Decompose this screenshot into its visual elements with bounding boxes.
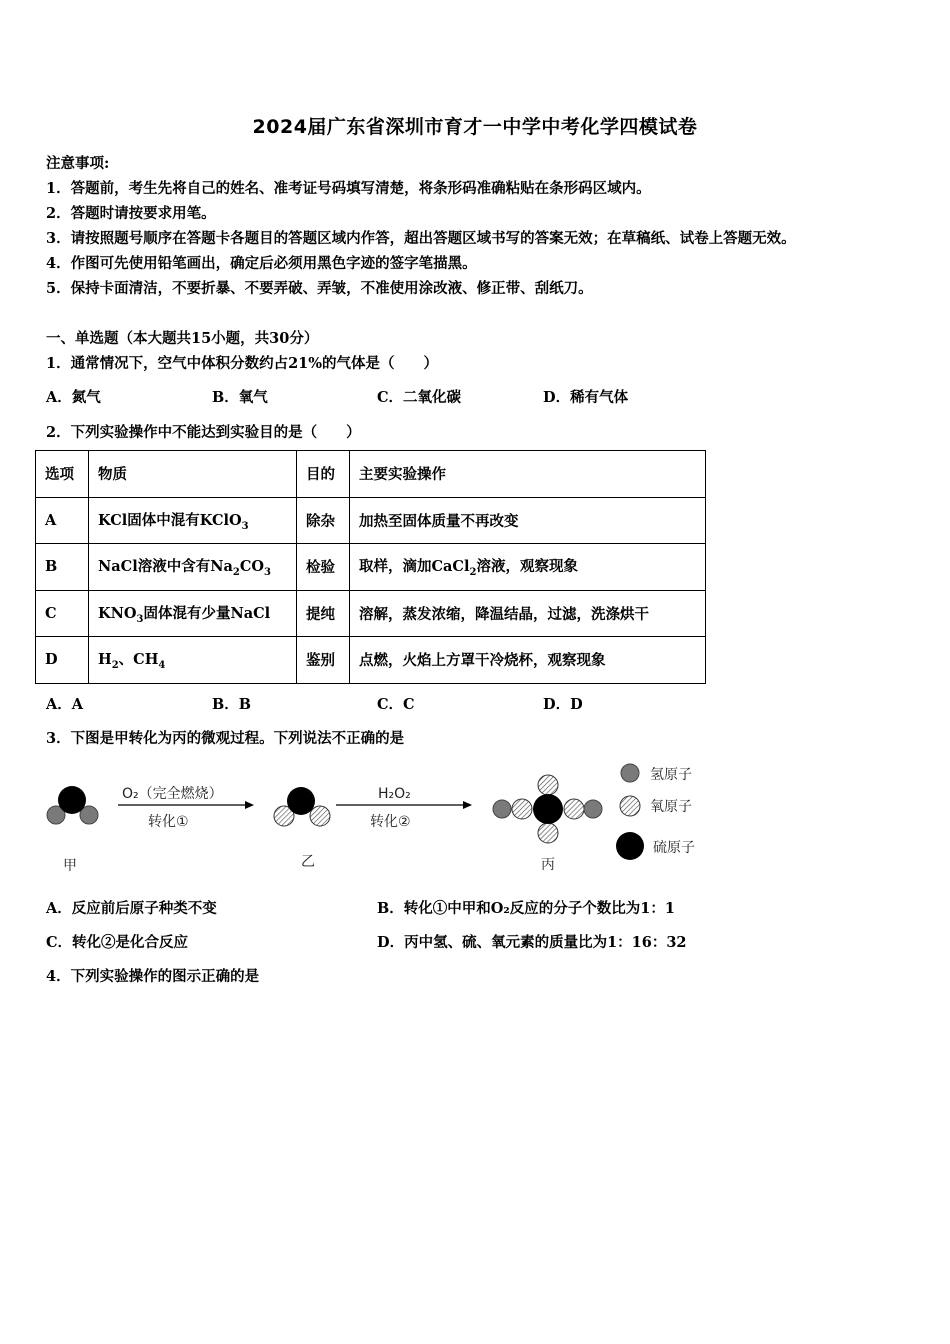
cell-purpose: 鉴别 [297, 637, 350, 684]
legend [616, 764, 695, 860]
label-jia: 甲 [63, 858, 77, 874]
arrow-1-step: 转化① [148, 814, 189, 830]
notice-item: 5．保持卡面清洁，不要折暴、不要弄破、弄皱，不准使用涂改液、修正带、刮纸刀。 [46, 280, 593, 297]
legend-oxygen-icon [620, 796, 640, 816]
hydrogen-atom [493, 800, 511, 818]
question-2-stem: 2．下列实验操作中不能达到实验目的是（ ） [46, 424, 361, 441]
cell-purpose: 检验 [297, 544, 350, 591]
reaction-diagram [40, 755, 720, 880]
arrow-1-head [245, 801, 254, 809]
cell-option: D [36, 637, 89, 684]
table-row [36, 544, 706, 591]
q2-option-a: A．A [46, 696, 84, 713]
q2-option-c: C．C [377, 696, 415, 713]
arrow-1-label: O₂（完全燃烧） [122, 786, 223, 802]
oxygen-atom [538, 775, 558, 795]
oxygen-atom [310, 806, 330, 826]
table-row [36, 497, 706, 544]
q1-option-a: A．氮气 [46, 389, 101, 406]
question-1-stem: 1．通常情况下，空气中体积分数约占21%的气体是（ ） [46, 355, 439, 372]
cell-substance: NaCl溶液中含有$Na_2CO_3$ [89, 544, 297, 591]
arrow-2-head [463, 801, 472, 809]
legend-hydrogen-icon [621, 764, 639, 782]
cell-option: A [36, 497, 89, 544]
notice-item: 1．答题前，考生先将自己的姓名、准考证号码填写清楚，将条形码准确粘贴在条形码区域内。 [46, 180, 651, 197]
q1-option-d: D．稀有气体 [543, 389, 629, 406]
cell-option: B [36, 544, 89, 591]
cell-purpose: 除杂 [297, 497, 350, 544]
cell-purpose: 提纯 [297, 590, 350, 637]
notice-item: 4．作图可先使用铅笔画出，确定后必须用黑色字迹的签字笔描黑。 [46, 255, 477, 272]
label-bing: 丙 [541, 857, 555, 873]
arrow-2-step: 转化② [370, 814, 411, 830]
cell-operation: 加热至固体质量不再改变 [350, 497, 706, 544]
q2-option-d: D．D [543, 696, 583, 713]
cell-substance: $KNO_3$固体混有少量NaCl [89, 590, 297, 637]
oxygen-atom [538, 823, 558, 843]
section-heading: 一、单选题（本大题共15小题，共30分） [46, 330, 319, 347]
sulfur-atom [287, 787, 315, 815]
cell-substance: $H_2$、$CH_4$ [89, 637, 297, 684]
cell-operation: 取样，滴加CaCl$_2$溶液，观察现象 [350, 544, 706, 591]
experiment-table [35, 450, 706, 684]
oxygen-atom [512, 799, 532, 819]
molecule-bing [493, 775, 602, 843]
label-yi: 乙 [301, 854, 315, 870]
legend-sulfur-icon [616, 832, 644, 860]
page-title: 2024届广东省深圳市育才一中学中考化学四模试卷 [252, 116, 698, 138]
arrow-2-label: H₂O₂ [378, 786, 411, 802]
q1-option-c: C．二氧化碳 [377, 389, 462, 406]
cell-operation: 溶解，蒸发浓缩，降温结晶，过滤，洗涤烘干 [350, 590, 706, 637]
q3-option-b: B．转化①中甲和O₂反应的分子个数比为1：1 [377, 900, 675, 917]
q3-option-c: C．转化②是化合反应 [46, 934, 189, 951]
oxygen-atom [564, 799, 584, 819]
molecule-jia [47, 786, 98, 824]
notice-item: 3．请按照题号顺序在答题卡各题目的答题区域内作答，超出答题区域书写的答案无效；在草稿纸、试卷上答题无效。 [46, 230, 796, 247]
legend-sulfur: 硫原子 [653, 840, 695, 856]
header-cell: 选项 [36, 451, 89, 498]
header-cell: 物质 [89, 451, 297, 498]
legend-hydrogen: 氢原子 [650, 767, 692, 783]
q2-option-b: B．B [212, 696, 252, 713]
header-cell: 主要实验操作 [350, 451, 706, 498]
table-row [36, 637, 706, 684]
notice-heading: 注意事项: [46, 155, 110, 172]
notice-item: 2．答题时请按要求用笔。 [46, 205, 216, 222]
header-cell: 目的 [297, 451, 350, 498]
table-row [36, 590, 706, 637]
question-4-stem: 4．下列实验操作的图示正确的是 [46, 968, 260, 985]
sulfur-atom [533, 794, 563, 824]
hydrogen-atom [584, 800, 602, 818]
sulfur-atom [58, 786, 86, 814]
q3-option-d: D．丙中氢、硫、氧元素的质量比为1：16：32 [377, 934, 687, 951]
question-3-stem: 3．下图是甲转化为丙的微观过程。下列说法不正确的是 [46, 730, 405, 747]
q3-option-a: A．反应前后原子种类不变 [46, 900, 217, 917]
q1-option-b: B．氧气 [212, 389, 268, 406]
legend-oxygen: 氧原子 [650, 799, 692, 815]
cell-substance: KCl固体中混有KClO$_3$ [89, 497, 297, 544]
table-header-row [36, 451, 706, 498]
cell-option: C [36, 590, 89, 637]
molecule-yi [274, 787, 330, 826]
cell-operation: 点燃，火焰上方罩干冷烧杯，观察现象 [350, 637, 706, 684]
